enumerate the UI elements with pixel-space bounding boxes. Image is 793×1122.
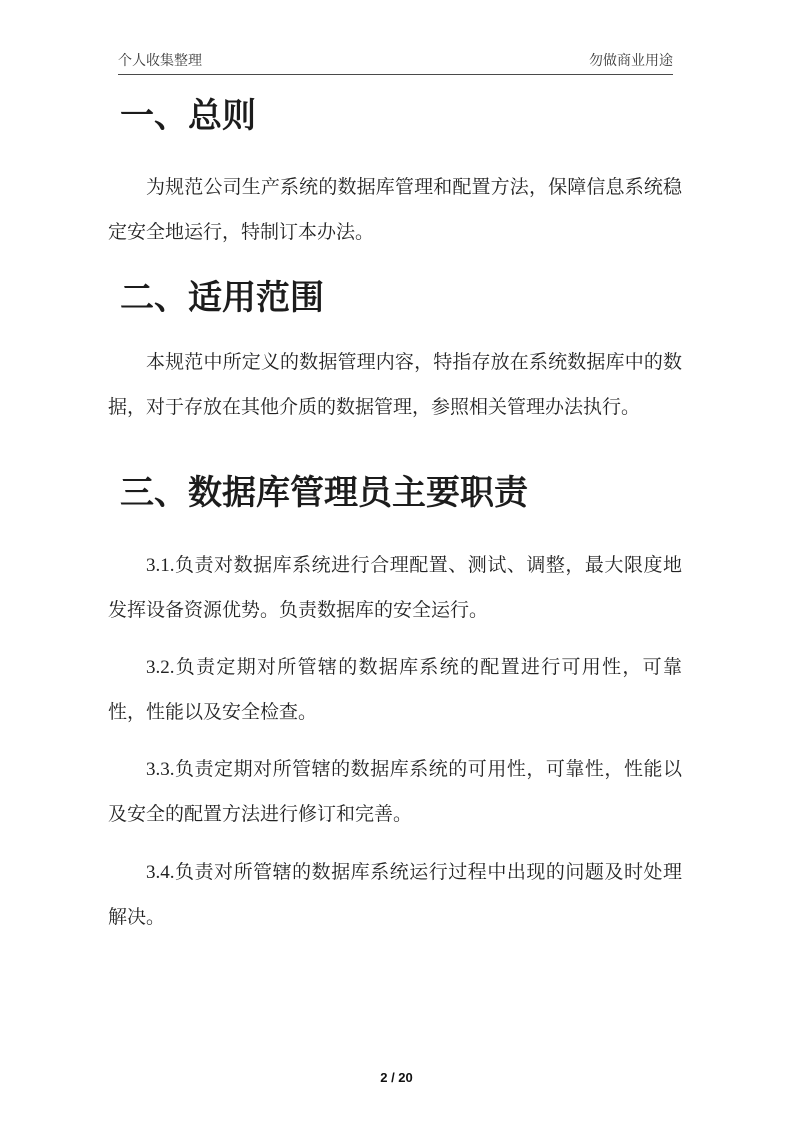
heading-title: 总则 (188, 98, 256, 135)
page-header (118, 0, 673, 75)
heading-number: 二、 (120, 280, 188, 317)
heading-title: 适用范围 (188, 280, 324, 317)
paragraph: 为规范公司生产系统的数据库管理和配置方法，保障信息系统稳定安全地运行，特制订本办法。 (108, 177, 682, 243)
page-number: 2 / 20 (380, 1070, 413, 1085)
paragraph: 3.2.负责定期对所管辖的数据库系统的配置进行可用性，可靠性，性能以及安全检查。 (108, 657, 682, 723)
section-heading-1 (120, 95, 682, 139)
header-left-text: 个人收集整理 (118, 54, 202, 69)
paragraph: 3.3.负责定期对所管辖的数据库系统的可用性，可靠性，性能以及安全的配置方法进行修订和完善。 (108, 759, 682, 825)
paragraph: 3.4.负责对所管辖的数据库系统运行过程中出现的问题及时处理解决。 (108, 862, 682, 928)
page-footer (0, 1070, 793, 1086)
heading-title: 数据库管理员主要职责 (188, 475, 528, 512)
header-right-text: 勿做商业用途 (589, 54, 673, 69)
paragraph: 本规范中所定义的数据管理内容，特指存放在系统数据库中的数据，对于存放在其他介质的数据管理，参照相关管理办法执行。 (108, 352, 682, 418)
section-heading-3 (120, 472, 682, 516)
document-body (108, 95, 682, 940)
heading-number: 三、 (120, 475, 188, 512)
paragraph: 3.1.负责对数据库系统进行合理配置、测试、调整，最大限度地发挥设备资源优势。负责数据库的安全运行。 (108, 555, 682, 621)
heading-number: 一、 (120, 98, 188, 135)
section-heading-2 (120, 277, 682, 321)
